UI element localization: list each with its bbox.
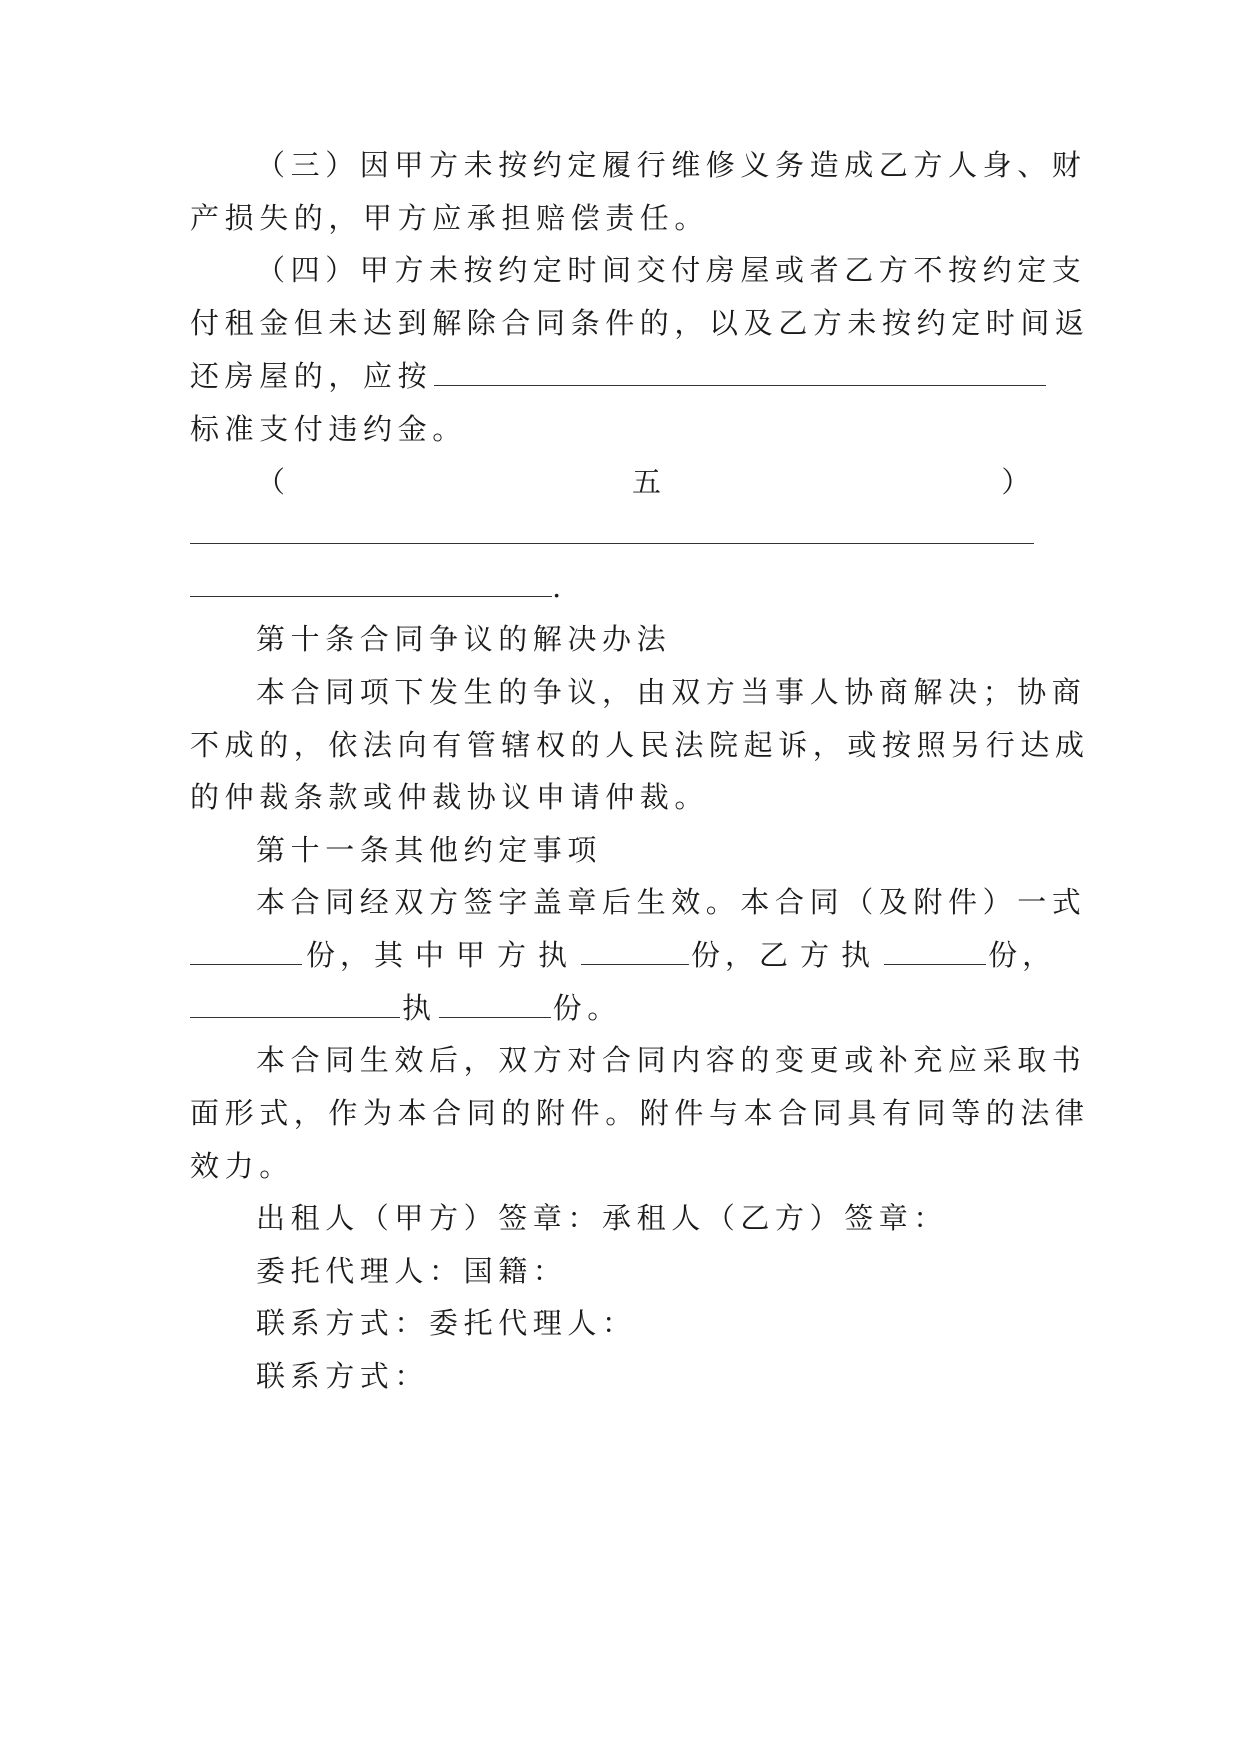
article11-para2-line1: 本合同生效后，双方对合同内容的变更或补充应采取书	[256, 1043, 1087, 1077]
party-a-copies-group	[374, 935, 759, 975]
article11-para2-line2: 面形式，作为本合同的附件。附件与本合同具有同等的法律	[190, 1096, 1090, 1130]
other-holder-blank	[190, 991, 400, 1018]
copies-end: 份。	[552, 991, 622, 1025]
signature-line2: 委托代理人：国籍：	[256, 1254, 568, 1288]
clause4-line4: 标准支付违约金。	[190, 412, 467, 446]
copies-unit: 份，	[306, 938, 375, 972]
clause4-line1: （四）甲方未按约定时间交付房屋或者乙方不按约定支	[256, 253, 1087, 287]
article11-other-copies-row	[190, 988, 1052, 1028]
clause5-blank-1	[190, 517, 1034, 544]
other-copies-blank	[439, 991, 551, 1018]
article11-para2-line3: 效力。	[190, 1149, 294, 1183]
article10-line3: 的仲裁条款或仲裁协议申请仲裁。	[190, 780, 710, 814]
article11-copies-row	[190, 935, 1057, 975]
copies-unit-3: 份，	[988, 938, 1057, 972]
clause5-open-paren: （	[256, 465, 291, 499]
clause4-line2: 付租金但未达到解除合同条件的，以及乙方未按约定时间返	[190, 306, 1090, 340]
clause5-blank-2	[190, 570, 552, 597]
copies-total-group	[190, 935, 374, 975]
article11-title: 第十一条其他约定事项	[256, 833, 603, 867]
party-a-copies-blank	[581, 938, 689, 965]
signature-line4: 联系方式：	[256, 1359, 430, 1393]
article10-title: 第十条合同争议的解决办法	[256, 622, 672, 656]
other-holds: 执	[402, 991, 437, 1025]
party-b-copies-group	[759, 935, 1056, 975]
clause3-line1: （三）因甲方未按约定履行维修义务造成乙方人身、财	[256, 148, 1087, 182]
copies-total-blank	[190, 938, 302, 965]
article10-line2: 不成的，依法向有管辖权的人民法院起诉，或按照另行达成	[190, 728, 1090, 762]
party-b-holds: 乙方执	[759, 938, 883, 972]
signature-line3: 联系方式：委托代理人：	[256, 1306, 637, 1340]
clause5-end-period: .	[552, 570, 567, 604]
clause4-line3-row	[190, 356, 1052, 396]
clause5-number: 五	[632, 465, 667, 499]
signature-line1: 出租人（甲方）签章：承租人（乙方）签章：	[256, 1201, 949, 1235]
clause5-blank-line2	[190, 567, 1052, 607]
party-b-copies-blank	[884, 938, 986, 965]
clause5-heading	[256, 462, 1036, 502]
clause4-line3: 还房屋的，应按	[190, 359, 433, 393]
clause5-blank-line1	[190, 514, 1052, 554]
article10-line1: 本合同项下发生的争议，由双方当事人协商解决；协商	[256, 675, 1087, 709]
clause3-line2: 产损失的，甲方应承担赔偿责任。	[190, 201, 710, 235]
clause5-close-paren: ）	[1001, 465, 1036, 499]
penalty-standard-blank	[434, 359, 1046, 386]
party-a-holds: 其中甲方执	[374, 938, 580, 972]
article11-line1: 本合同经双方签字盖章后生效。本合同（及附件）一式	[256, 885, 1087, 919]
copies-unit-2: 份，	[691, 938, 760, 972]
